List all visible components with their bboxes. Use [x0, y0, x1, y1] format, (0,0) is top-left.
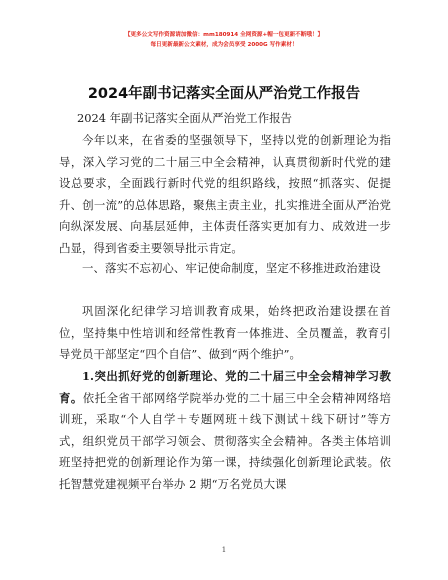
- document-subtitle: 2024 年副书记落实全面从严治党工作报告: [77, 111, 292, 125]
- section-paragraph: 巩固深化纪律学习培训教育成果，始终把政治建设摆在首位，坚持集中性培训和经常性教育一体推进、全员覆盖，教育引导党员干部坚定“四个自信”、做到“两个维护”。: [59, 304, 391, 362]
- intro-paragraph: 今年以来，在省委的坚强领导下，坚持以党的创新理论为指导，深入学习党的二十届三中全会精神，认真贯彻新时代党的建设总要求，全面践行新时代党的组织路线，按照“抓落实、促提升、创一流”的总体思路，聚焦主责主业，扎实推进全面从严治党向纵深发展、向基层延伸，主体责任落实更加有力、成效进一步凸显，得到省委主要领导批示肯定。: [59, 133, 391, 255]
- section-heading: 一、落实不忘初心、牢记使命制度，坚定不移推进政治建设: [82, 261, 381, 275]
- promo-banner-line2: 每日更新最新公文素材，成为会员享受 2000G 写作素材！: [150, 42, 298, 48]
- document-title: 2024年副书记落实全面从严治党工作报告: [87, 86, 361, 102]
- promo-banner-line1: 【更多公文写作资源请加微信：mm180914 全网资源+帽一包更新不断哦！】: [124, 32, 324, 38]
- point-paragraph: [59, 366, 391, 496]
- point-text: 依托全省干部网络学院举办党的二十届三中全会精神网络培训班，采取“个人自学＋专题网班＋线下测试＋线下研讨”等方式，组织党员干部学习领会、贯彻落实全会精神。各类主体培训班坚持把党的创新理论作为第一课，持续强化创新理论武装。依托智慧党建视频平台举办 2 期“万名党员大课: [59, 390, 391, 491]
- point-lead: 1.突出抓好党的创新理论、党的二十届三中全会精神学习教育。: [59, 369, 391, 405]
- page-number: 1: [221, 546, 227, 554]
